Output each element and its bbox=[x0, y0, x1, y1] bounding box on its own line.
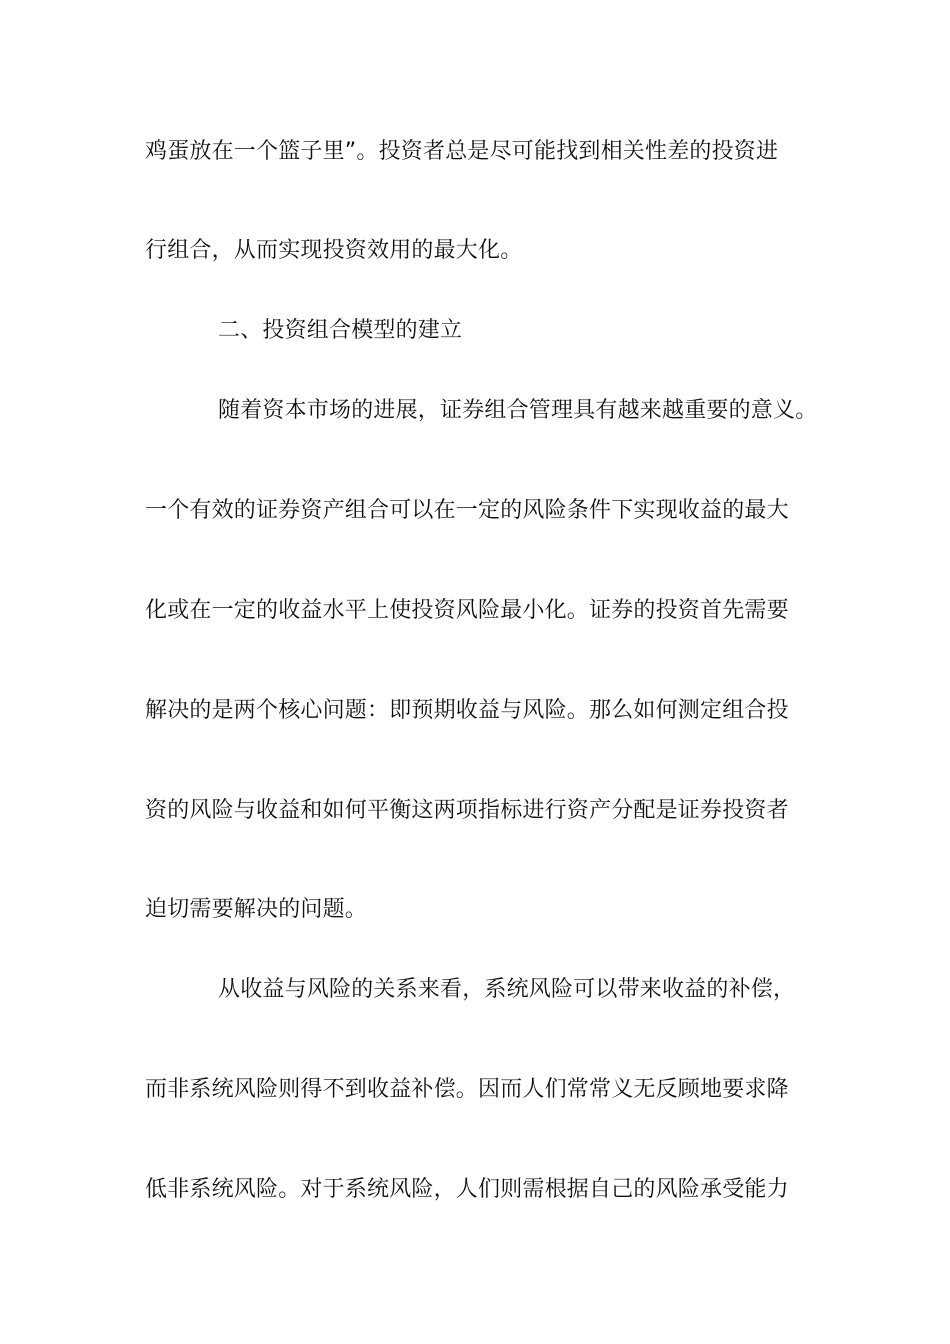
text-line: 而非系统风险则得不到收益补偿。因而人们常常义无反顾地要求降 bbox=[145, 1077, 789, 1102]
text-line: 从收益与风险的关系来看，系统风险可以带来收益的补偿， bbox=[218, 977, 796, 1002]
text-line: 一个有效的证券资产组合可以在一定的风险条件下实现收益的最大 bbox=[145, 498, 789, 523]
text-line: 化或在一定的收益水平上使投资风险最小化。证券的投资首先需要 bbox=[145, 598, 789, 623]
text-line: 资的风险与收益和如何平衡这两项指标进行资产分配是证券投资者 bbox=[145, 798, 789, 823]
text-line: 低非系统风险。对于系统风险，人们则需根据自己的风险承受能力 bbox=[145, 1177, 789, 1202]
text-line: 行组合，从而实现投资效用的最大化。 bbox=[145, 238, 523, 263]
text-line: 鸡蛋放在一个篮子里”。投资者总是尽可能找到相关性差的投资进 bbox=[145, 139, 779, 164]
text-line: 迫切需要解决的问题。 bbox=[145, 897, 368, 922]
section-heading: 二、投资组合模型的建立 bbox=[218, 318, 463, 343]
text-line: 随着资本市场的进展，证券组合管理具有越来越重要的意义。 bbox=[218, 398, 818, 423]
text-line: 解决的是两个核心问题：即预期收益与风险。那么如何测定组合投 bbox=[145, 698, 789, 723]
